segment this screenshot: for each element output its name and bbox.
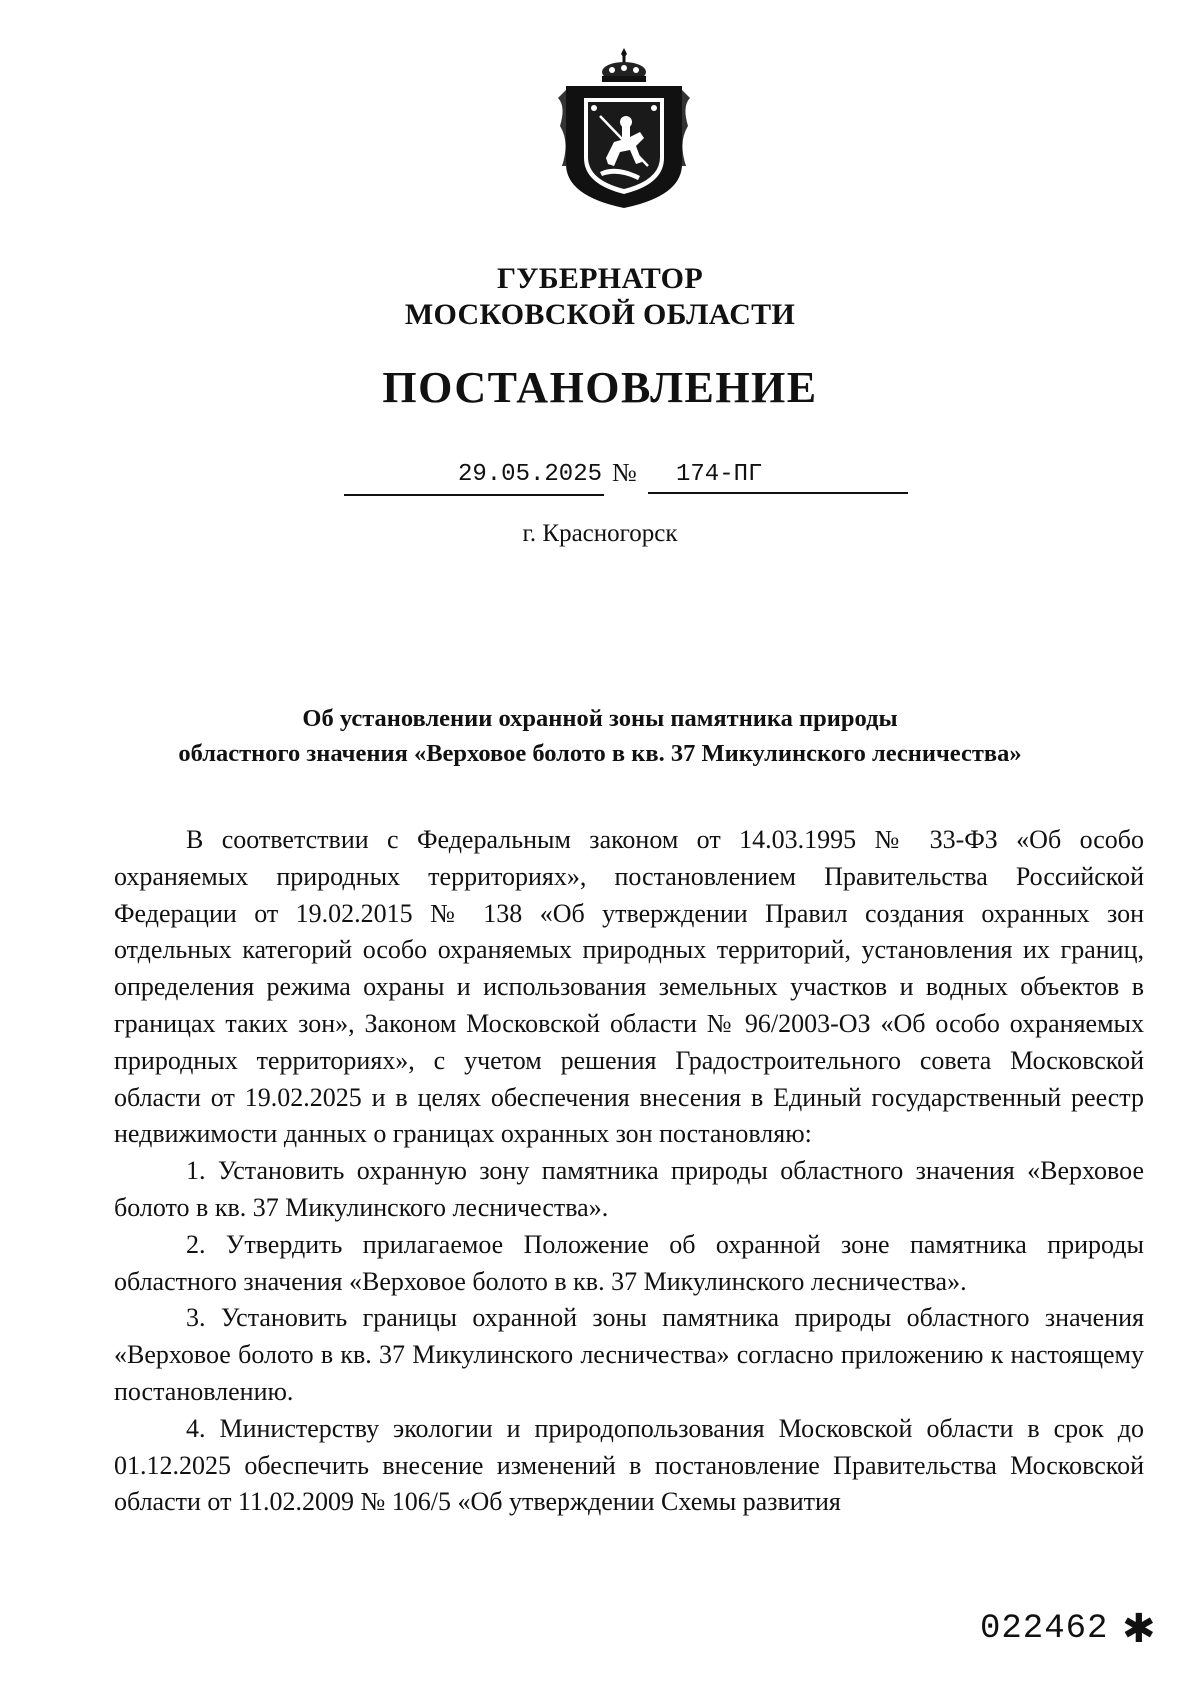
authority-title-line2: МОСКОВСКОЙ ОБЛАСТИ	[404, 298, 796, 331]
clause-2: 2. Утвердить прилагаемое Положение об охранной зоне памятника природы областного значения «Верховое болото в кв. 37 Микулинского лесничества».	[114, 1229, 1144, 1296]
document-body	[114, 822, 1144, 1521]
form-serial-number: 022462	[980, 1610, 1109, 1648]
subject-title-line2: областного значения «Верховое болото в кв. 37 Микулинского лесничества»	[178, 740, 1022, 767]
preamble-paragraph: В соответствии с Федеральным законом от 14.03.1995 № 33-ФЗ «Об особо охраняемых природных территориях», постановлением Правительства Российской Федерации от 19.02.2015 № 138 «Об утверждении Правил создания охранных зон отдельных категорий особо охраняемых природных территорий, установления их границ, определения режима охраны и использования земельных участков и водных объектов в границах таких зон», Законом Московской области № 96/2003-ОЗ «Об особо охраняемых природных территориях», с учетом решения Градостроительного совета Московской области от 19.02.2025 и в целях обеспечения внесения в Единый государственный реестр недвижимости данных о границах охранных зон постановляю:	[114, 825, 1144, 1149]
registration-date: 29.05.2025	[344, 456, 604, 496]
registration-number: 174-ПГ	[648, 456, 908, 494]
clause-3: 3. Установить границы охранной зоны памятника природы областного значения «Верховое болото в кв. 37 Микулинского лесничества» согласно приложению к настоящему постановлению.	[114, 1303, 1144, 1406]
authority-title-line1: ГУБЕРНАТОР	[497, 262, 703, 295]
subject-title-line1: Об установлении охранной зоны памятника природы	[302, 705, 898, 732]
clause-1: 1. Установить охранную зону памятника природы областного значения «Верховое болото в кв. 37 Микулинского лесничества».	[114, 1156, 1144, 1222]
number-sign: №	[612, 458, 637, 487]
clause-4: 4. Министерству экологии и природопользования Московской области в срок до 01.12.2025 обеспечить внесение изменений в постановление Правительства Московской области от 11.02.2009 № 106/5 «Об утверждении Схемы развития	[114, 1413, 1144, 1517]
coat-of-arms-icon	[556, 46, 692, 211]
document-type-title: ПОСТАНОВЛЕНИЕ	[382, 363, 818, 412]
city-line: г. Красногорск	[522, 520, 678, 547]
asterisk-mark-icon: ✱	[1122, 1606, 1156, 1652]
